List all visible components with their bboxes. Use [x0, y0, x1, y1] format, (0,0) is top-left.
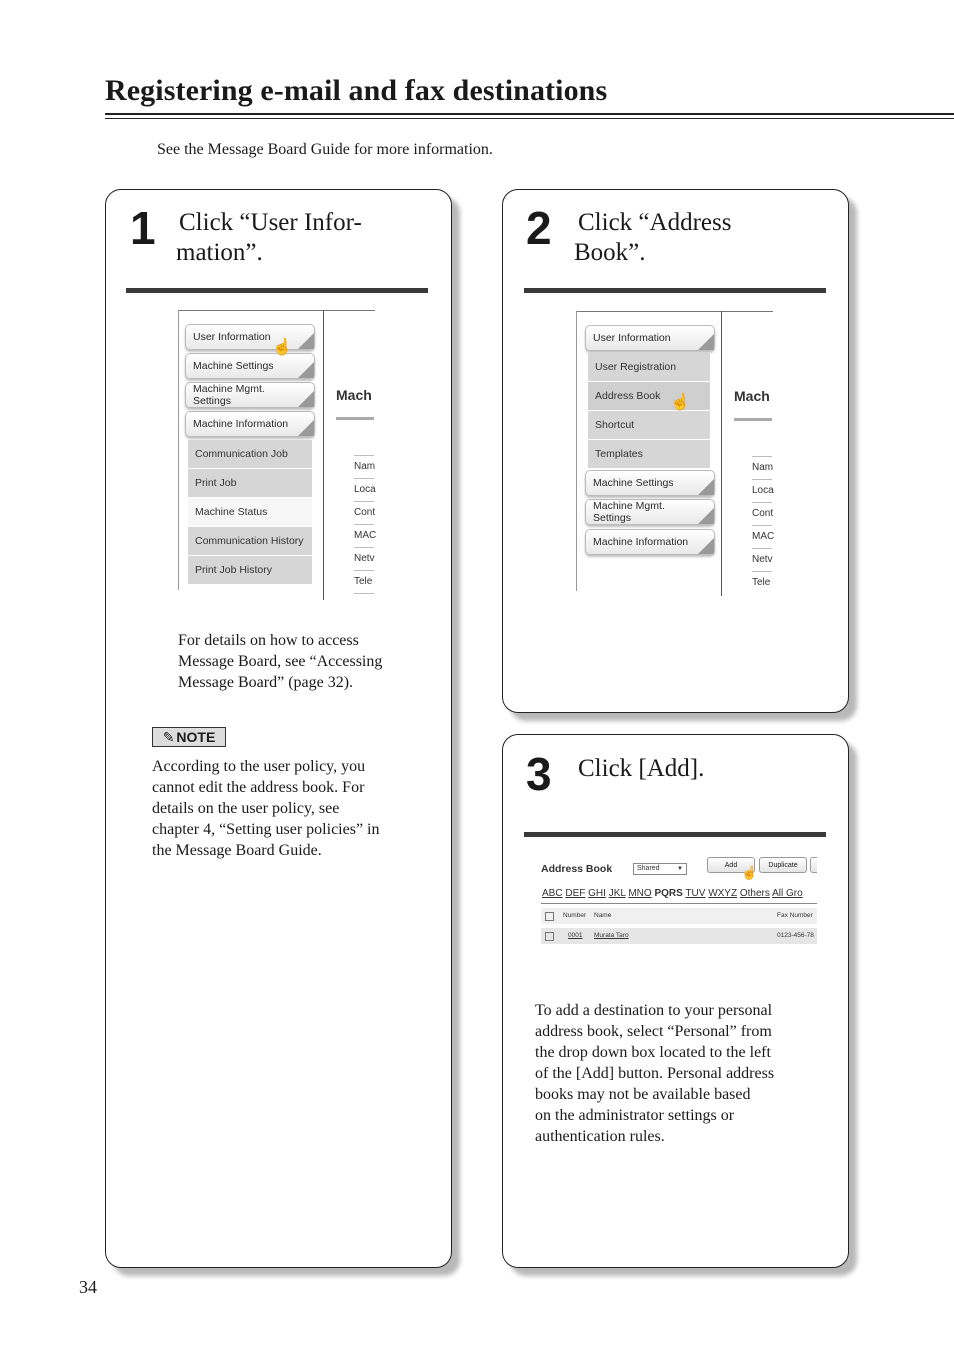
- menu-user-information[interactable]: [185, 324, 315, 350]
- menu-label: Machine Settings: [593, 477, 674, 489]
- panel-title-bar: [336, 417, 374, 420]
- body-line: of the [Add] button. Personal address: [535, 1065, 775, 1082]
- menu-label: Machine Information: [593, 536, 689, 548]
- step3-body: [535, 1000, 774, 1147]
- index-tab[interactable]: DEF: [565, 888, 586, 899]
- panel-row-line: [752, 525, 772, 526]
- column-header-number: Number: [563, 912, 587, 919]
- menu-label: Print Job History: [195, 564, 273, 576]
- menu-communication-history[interactable]: [188, 527, 312, 556]
- row-fax: 0123-456-78: [777, 932, 814, 939]
- index-tab[interactable]: GHI: [588, 888, 606, 899]
- menu-left-border: [576, 311, 577, 591]
- menu-divider: [721, 311, 722, 596]
- menu-label: Machine Mgmt. Settings: [193, 383, 265, 407]
- menu-label: Templates: [595, 448, 643, 460]
- page-number: 34: [79, 1277, 97, 1297]
- index-tab[interactable]: Others: [739, 888, 770, 899]
- menu-label: Machine Information: [193, 418, 289, 430]
- menu-label: Print Job: [195, 477, 237, 489]
- note-line: the Message Board Guide.: [152, 842, 322, 859]
- step2-instruction-line1: Click “Address: [578, 209, 732, 236]
- intro-text: See the Message Board Guide for more information.: [157, 141, 493, 158]
- index-tab[interactable]: All Gro: [772, 888, 803, 899]
- panel-row-line: [354, 593, 374, 594]
- menu-label: Address Book: [595, 390, 661, 402]
- panel-row-line: [354, 455, 374, 456]
- menu-label: User Information: [193, 331, 271, 343]
- header-checkbox[interactable]: [545, 912, 554, 921]
- step1-number: 1: [130, 202, 156, 254]
- menu-print-job-history[interactable]: [188, 556, 312, 585]
- panel-row-line: [752, 548, 772, 549]
- menu-label: Communication History: [195, 535, 304, 547]
- corner-triangle-icon: [298, 420, 314, 436]
- panel-row-line: [752, 571, 772, 572]
- index-tab[interactable]: WXYZ: [708, 888, 738, 899]
- panel-label: Cont: [354, 507, 376, 518]
- details-line: Message Board” (page 32).: [178, 674, 354, 691]
- panel-row-line: [752, 479, 772, 480]
- panel-label: Netv: [752, 554, 773, 565]
- step2-menu-screenshot: [576, 311, 776, 596]
- panel-row-line: [354, 570, 374, 571]
- panel-title: Mach: [336, 387, 372, 403]
- panel-row-line: [354, 524, 374, 525]
- details-line: Message Board, see “Accessing: [178, 653, 383, 670]
- panel-row-line: [354, 478, 374, 479]
- index-tabs: [542, 888, 803, 899]
- panel-label: Cont: [752, 508, 774, 519]
- note-text: [152, 756, 379, 861]
- menu-label: Machine Status: [195, 506, 268, 518]
- address-book-type-select[interactable]: [633, 863, 687, 875]
- panel-label: Nam: [354, 461, 376, 472]
- hand-cursor-icon: ☝: [670, 394, 690, 411]
- step1-instruction-line2: mation”.: [176, 239, 263, 266]
- corner-triangle-icon: [298, 391, 314, 407]
- column-header-name: Name: [594, 912, 612, 919]
- note-line: details on the user policy, see: [152, 800, 340, 817]
- menu-address-book[interactable]: [588, 382, 710, 411]
- step1-details: [178, 630, 382, 693]
- menu-label: Communication Job: [195, 448, 288, 460]
- menu-top-border: [576, 311, 773, 312]
- panel-label: Tele: [752, 577, 771, 588]
- menu-machine-mgmt-settings[interactable]: [185, 382, 315, 408]
- corner-triangle-icon: [298, 362, 314, 378]
- address-book-screenshot: [537, 852, 817, 952]
- menu-templates[interactable]: [588, 440, 710, 469]
- row-checkbox[interactable]: [545, 932, 554, 941]
- duplicate-button[interactable]: [759, 857, 807, 873]
- note-line: cannot edit the address book. For: [152, 779, 365, 796]
- panel-label: Nam: [752, 462, 774, 473]
- menu-shortcut[interactable]: [588, 411, 710, 440]
- add-button-label: Add: [724, 861, 738, 869]
- corner-triangle-icon: [698, 479, 714, 495]
- index-tab[interactable]: TUV: [685, 888, 706, 899]
- duplicate-button-label: Duplicate: [768, 861, 798, 869]
- panel-label: MAC: [354, 530, 377, 541]
- step3-instruction: Click [Add].: [578, 755, 705, 782]
- menu-machine-mgmt-settings[interactable]: [585, 499, 715, 525]
- note-line: chapter 4, “Setting user policies” in: [152, 821, 380, 838]
- panel-label: Loca: [752, 485, 774, 496]
- select-value: Shared: [637, 865, 660, 872]
- menu-print-job[interactable]: [188, 469, 312, 498]
- body-line: authentication rules.: [535, 1128, 665, 1145]
- panel-label: Loca: [354, 484, 376, 495]
- menu-machine-settings[interactable]: [185, 353, 315, 379]
- title-rule: [105, 113, 954, 115]
- row-number[interactable]: 0001: [568, 932, 583, 939]
- menu-label: Shortcut: [595, 419, 635, 431]
- tabs-underline: [541, 903, 817, 904]
- menu-user-information[interactable]: [585, 325, 715, 351]
- panel-title: Mach: [734, 388, 770, 404]
- step1-rule: [126, 288, 428, 293]
- body-line: address book, select “Personal” from: [535, 1023, 772, 1040]
- note-badge: [152, 727, 226, 747]
- menu-machine-status[interactable]: [188, 498, 312, 527]
- panel-label: Tele: [354, 576, 373, 587]
- corner-triangle-icon: [298, 333, 314, 349]
- pencil-icon: ✎: [162, 728, 175, 745]
- hand-cursor-icon: ☝: [741, 865, 758, 880]
- step1-menu-screenshot: [178, 310, 378, 600]
- menu-label: User Information: [593, 332, 671, 344]
- panel-row-line: [354, 501, 374, 502]
- menu-machine-settings[interactable]: [585, 470, 715, 496]
- menu-communication-job[interactable]: [188, 440, 312, 469]
- body-line: the drop down box located to the left: [535, 1044, 771, 1061]
- corner-triangle-icon: [698, 508, 714, 524]
- body-line: To add a destination to your personal: [535, 1002, 773, 1019]
- dropdown-arrow-icon: ▼: [677, 866, 683, 872]
- note-label: NOTE: [176, 729, 216, 745]
- panel-row-line: [752, 456, 772, 457]
- menu-label: Machine Mgmt. Settings: [593, 500, 665, 524]
- address-book-title: Address Book: [541, 863, 613, 875]
- menu-divider: [323, 310, 324, 600]
- menu-left-border: [178, 310, 179, 590]
- body-line: on the administrator settings or: [535, 1107, 735, 1124]
- panel-title-bar: [734, 418, 772, 421]
- panel-row-line: [354, 547, 374, 548]
- page-title: Registering e-mail and fax destinations: [105, 74, 608, 107]
- menu-machine-information[interactable]: [185, 411, 315, 437]
- hand-cursor-icon: ☝: [272, 339, 292, 356]
- details-line: For details on how to access: [178, 632, 359, 649]
- step1-instruction-line1: Click “User Infor-: [179, 209, 362, 236]
- panel-label: MAC: [752, 531, 775, 542]
- step3-rule: [524, 832, 826, 837]
- panel-label: Netv: [354, 553, 375, 564]
- corner-triangle-icon: [698, 334, 714, 350]
- index-tab-active[interactable]: PQRS: [654, 888, 683, 899]
- title-rule-thin: [105, 118, 954, 119]
- menu-machine-information[interactable]: [585, 529, 715, 555]
- body-line: books may not be available based: [535, 1086, 751, 1103]
- note-line: According to the user policy, you: [152, 758, 366, 775]
- row-name[interactable]: Murata Taro: [594, 932, 629, 939]
- index-tab[interactable]: MNO: [628, 888, 652, 899]
- more-button[interactable]: [810, 857, 817, 873]
- step2-rule: [524, 288, 826, 293]
- menu-label: User Registration: [595, 361, 677, 373]
- step2-number: 2: [526, 202, 552, 254]
- menu-label: Machine Settings: [193, 360, 274, 372]
- index-tab[interactable]: JKL: [608, 888, 626, 899]
- corner-triangle-icon: [698, 538, 714, 554]
- menu-top-border: [178, 310, 375, 311]
- menu-user-registration[interactable]: [588, 353, 710, 382]
- step3-number: 3: [526, 748, 552, 800]
- panel-row-line: [752, 502, 772, 503]
- index-tab[interactable]: ABC: [542, 888, 563, 899]
- column-header-fax: Fax Number: [777, 912, 813, 919]
- step2-instruction-line2: Book”.: [574, 239, 646, 266]
